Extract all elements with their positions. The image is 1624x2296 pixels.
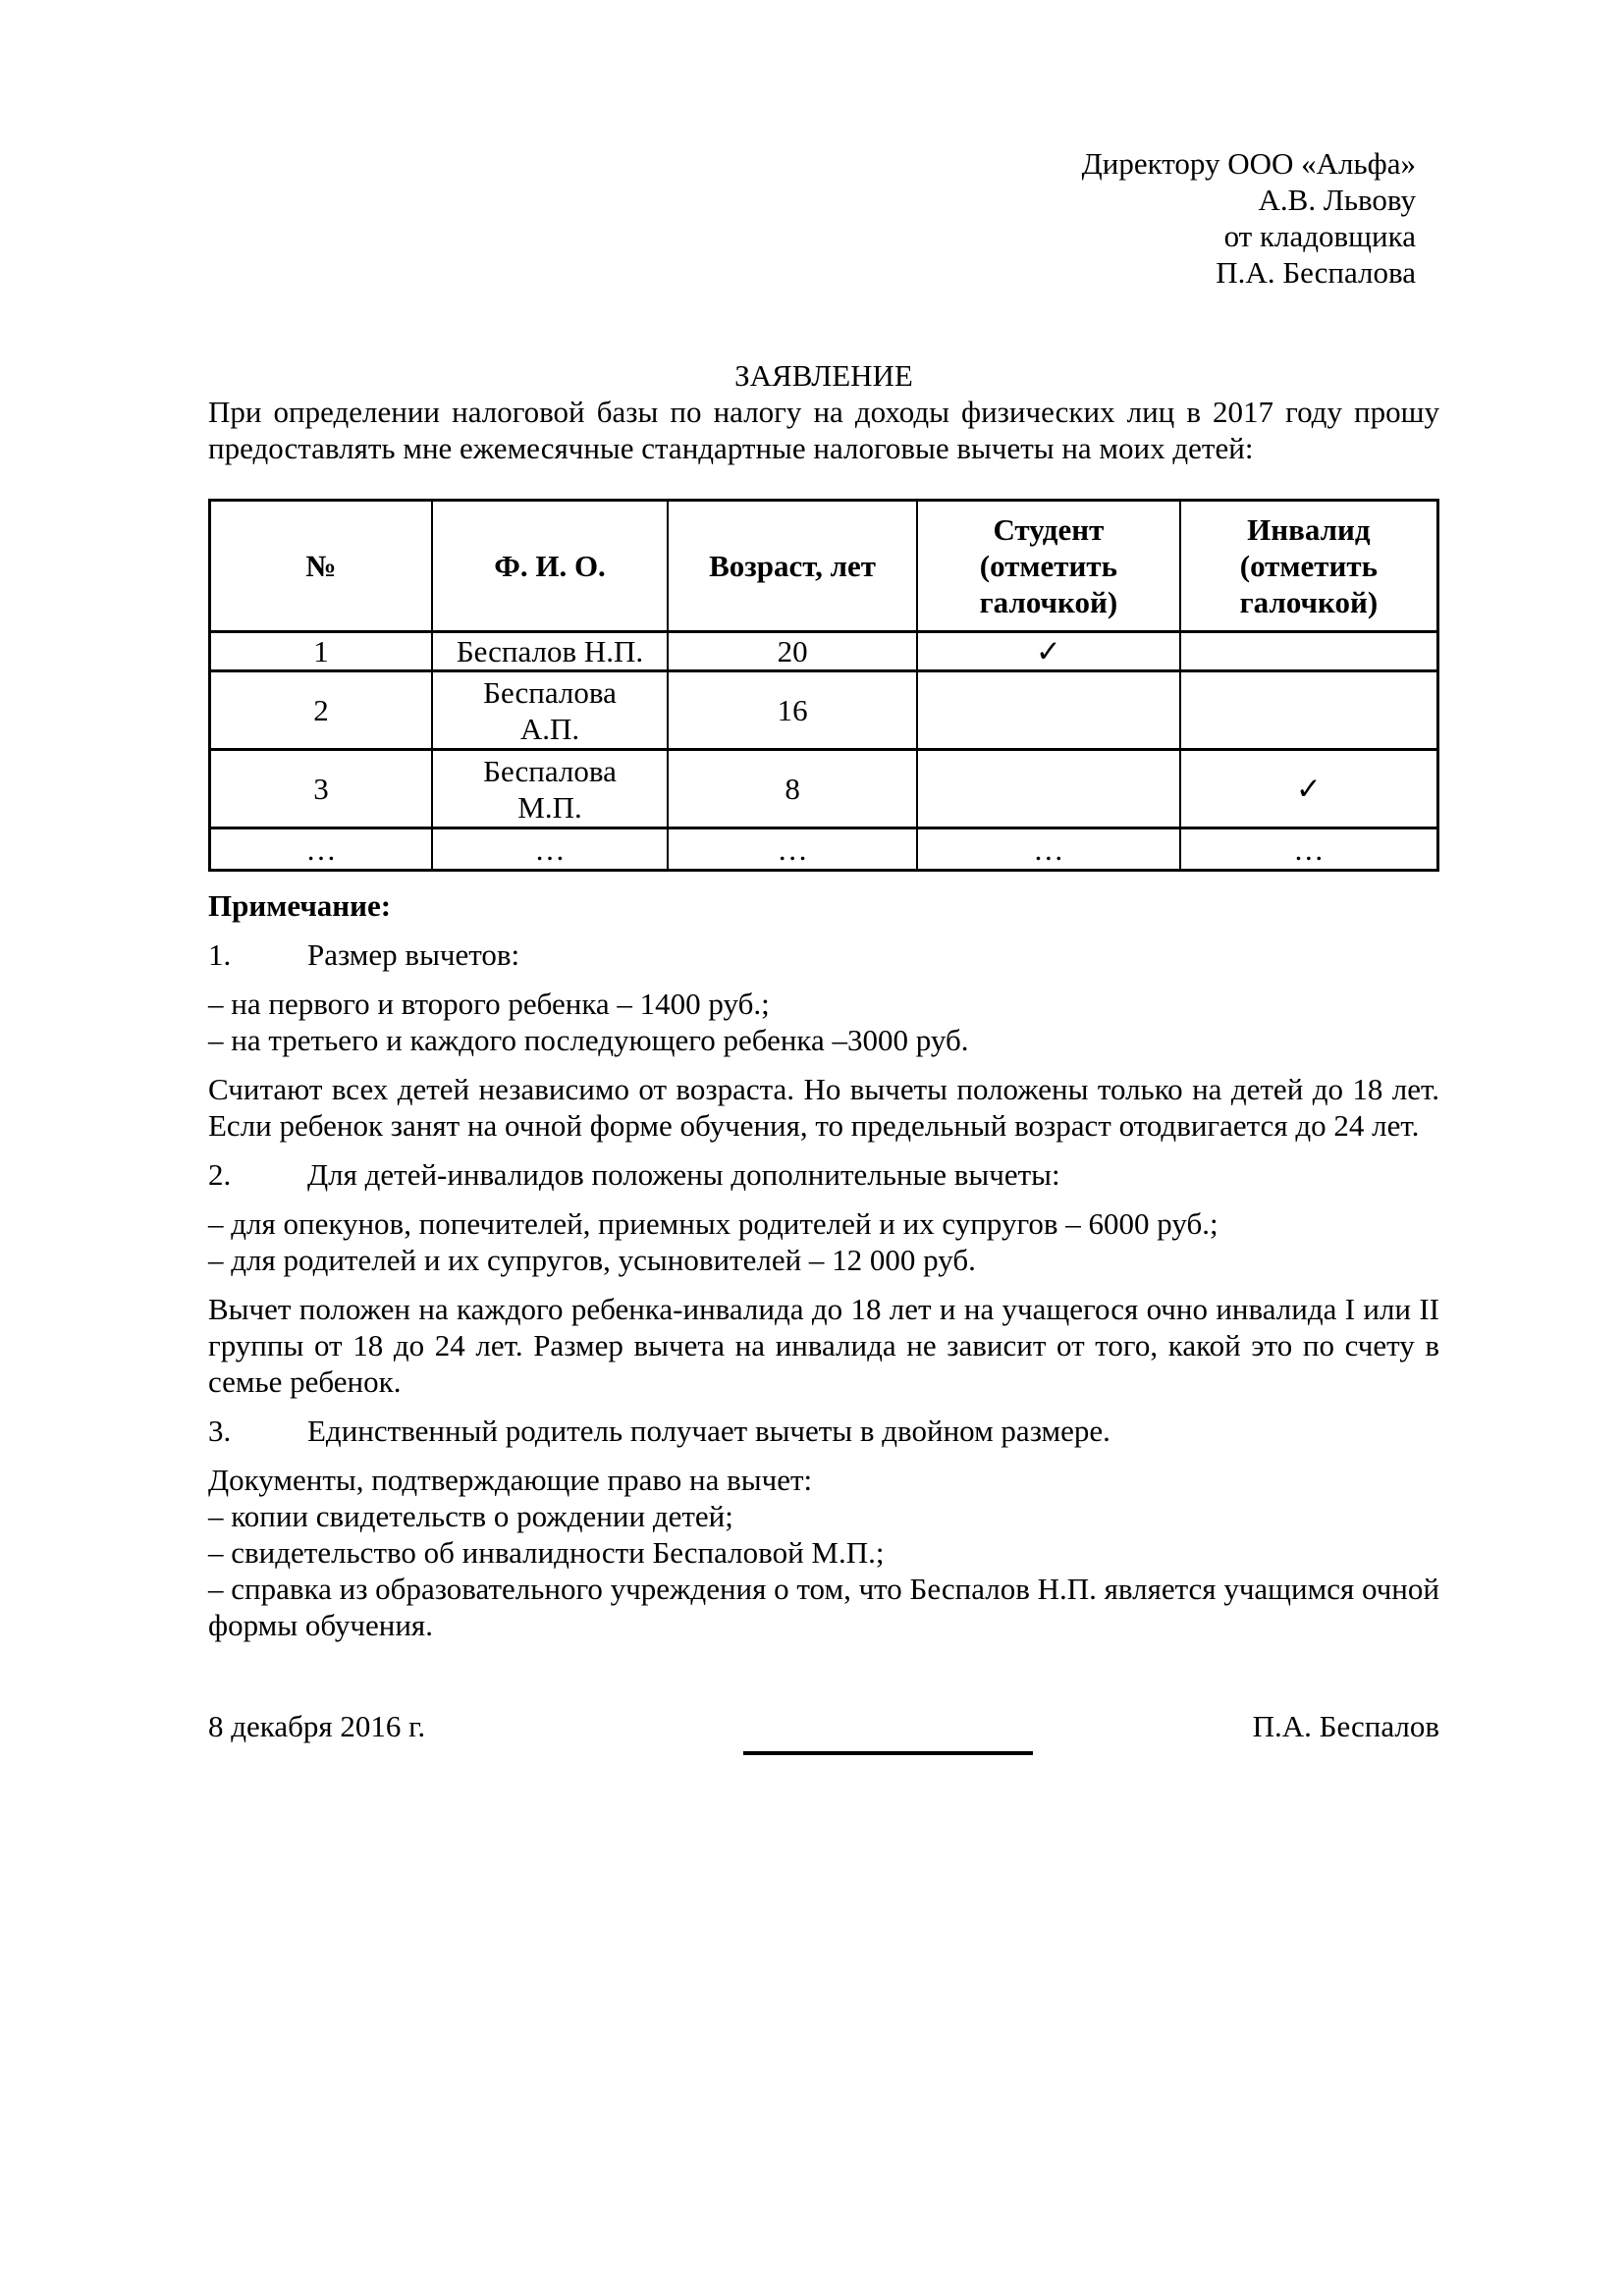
table-row bbox=[210, 828, 1438, 871]
recipient-block bbox=[208, 145, 1439, 291]
note-paragraph-2: Вычет положен на каждого ребенка-инвалида до 18 лет и на учащегося очно инвалида I или II группы от 18 до 24 лет. Размер вычета на инвалида не зависит от того, какой это по счету в семье ребенок. bbox=[208, 1292, 1439, 1399]
note-item-text: Единственный родитель получает вычеты в двойном размере. bbox=[307, 1414, 1110, 1448]
note-item-3 bbox=[208, 1413, 1439, 1449]
cell-student-checkmark bbox=[917, 750, 1180, 828]
cell-name: … bbox=[432, 828, 668, 871]
cell-age: 20 bbox=[668, 632, 917, 671]
cell-age: 16 bbox=[668, 671, 917, 750]
cell-invalid-checkmark bbox=[1180, 671, 1438, 750]
header-invalid: Инвалид (отметить галочкой) bbox=[1180, 501, 1438, 632]
cell-number: 3 bbox=[210, 750, 432, 828]
cell-age: … bbox=[668, 828, 917, 871]
header-age: Возраст, лет bbox=[668, 501, 917, 632]
signature-row bbox=[208, 1708, 1439, 1755]
children-table bbox=[208, 499, 1439, 872]
cell-invalid-checkmark: ✓ bbox=[1180, 750, 1438, 828]
cell-name: Беспалов Н.П. bbox=[432, 632, 668, 671]
note-list-1: – на первого и второго ребенка – 1400 руб.; – на третьего и каждого последующего ребенка –3000 руб. bbox=[208, 987, 969, 1057]
note-item-text: Размер вычетов: bbox=[307, 937, 520, 972]
table-row bbox=[210, 671, 1438, 750]
header-student: Студент (отметить галочкой) bbox=[917, 501, 1180, 632]
cell-number: 2 bbox=[210, 671, 432, 750]
note-item-text: Для детей-инвалидов положены дополнительные вычеты: bbox=[307, 1157, 1060, 1192]
cell-student-checkmark bbox=[917, 671, 1180, 750]
recipient-line: Директору ООО «Альфа» bbox=[1081, 146, 1416, 181]
page-title: ЗАЯВЛЕНИЕ bbox=[734, 358, 913, 393]
table-row bbox=[210, 750, 1438, 828]
cell-age: 8 bbox=[668, 750, 917, 828]
note-paragraph-1: Считают всех детей независимо от возраста. Но вычеты положены только на детей до 18 лет. Если ребенок занят на очной форме обучения, то предельный возраст отодвигается до 24 лет. bbox=[208, 1072, 1439, 1143]
note-item-number: 2. bbox=[208, 1157, 232, 1192]
cell-name: Беспалова М.П. bbox=[432, 750, 668, 828]
cell-student-checkmark: ✓ bbox=[917, 632, 1180, 671]
table-header-row bbox=[210, 501, 1438, 632]
header-name: Ф. И. О. bbox=[432, 501, 668, 632]
cell-name: Беспалова А.П. bbox=[432, 671, 668, 750]
header-number: № bbox=[210, 501, 432, 632]
cell-invalid-checkmark bbox=[1180, 632, 1438, 671]
cell-number: 1 bbox=[210, 632, 432, 671]
notes-heading: Примечание: bbox=[208, 888, 392, 923]
documents-list: Документы, подтверждающие право на вычет: – копии свидетельств о рождении детей; – свидетельство об инвалидности Беспаловой М.П.; – справка из образовательного учреждения о том, что Беспалов Н.П. является учащимся очной формы обучения. bbox=[208, 1463, 1439, 1642]
recipient-line: П.А. Беспалова bbox=[1216, 255, 1416, 290]
recipient-line: от кладовщика bbox=[1223, 219, 1416, 253]
note-list-2: – для опекунов, попечителей, приемных родителей и их супругов – 6000 руб.; – для родителей и их супругов, усыновителей – 12 000 руб. bbox=[208, 1206, 1218, 1277]
cell-student-checkmark: … bbox=[917, 828, 1180, 871]
intro-paragraph: При определении налоговой базы по налогу на доходы физических лиц в 2017 году прошу предоставлять мне ежемесячные стандартные налоговые вычеты на моих детей: bbox=[208, 395, 1439, 465]
note-item-1 bbox=[208, 936, 1439, 973]
table-row bbox=[210, 632, 1438, 671]
cell-number: … bbox=[210, 828, 432, 871]
note-item-2 bbox=[208, 1156, 1439, 1193]
signature-line bbox=[743, 1708, 1033, 1755]
document-date: 8 декабря 2016 г. bbox=[208, 1709, 426, 1743]
note-item-number: 3. bbox=[208, 1414, 232, 1448]
signature-name: П.А. Беспалов bbox=[1252, 1709, 1439, 1743]
cell-invalid-checkmark: … bbox=[1180, 828, 1438, 871]
note-item-number: 1. bbox=[208, 937, 232, 972]
recipient-line: А.В. Львову bbox=[1258, 183, 1416, 217]
